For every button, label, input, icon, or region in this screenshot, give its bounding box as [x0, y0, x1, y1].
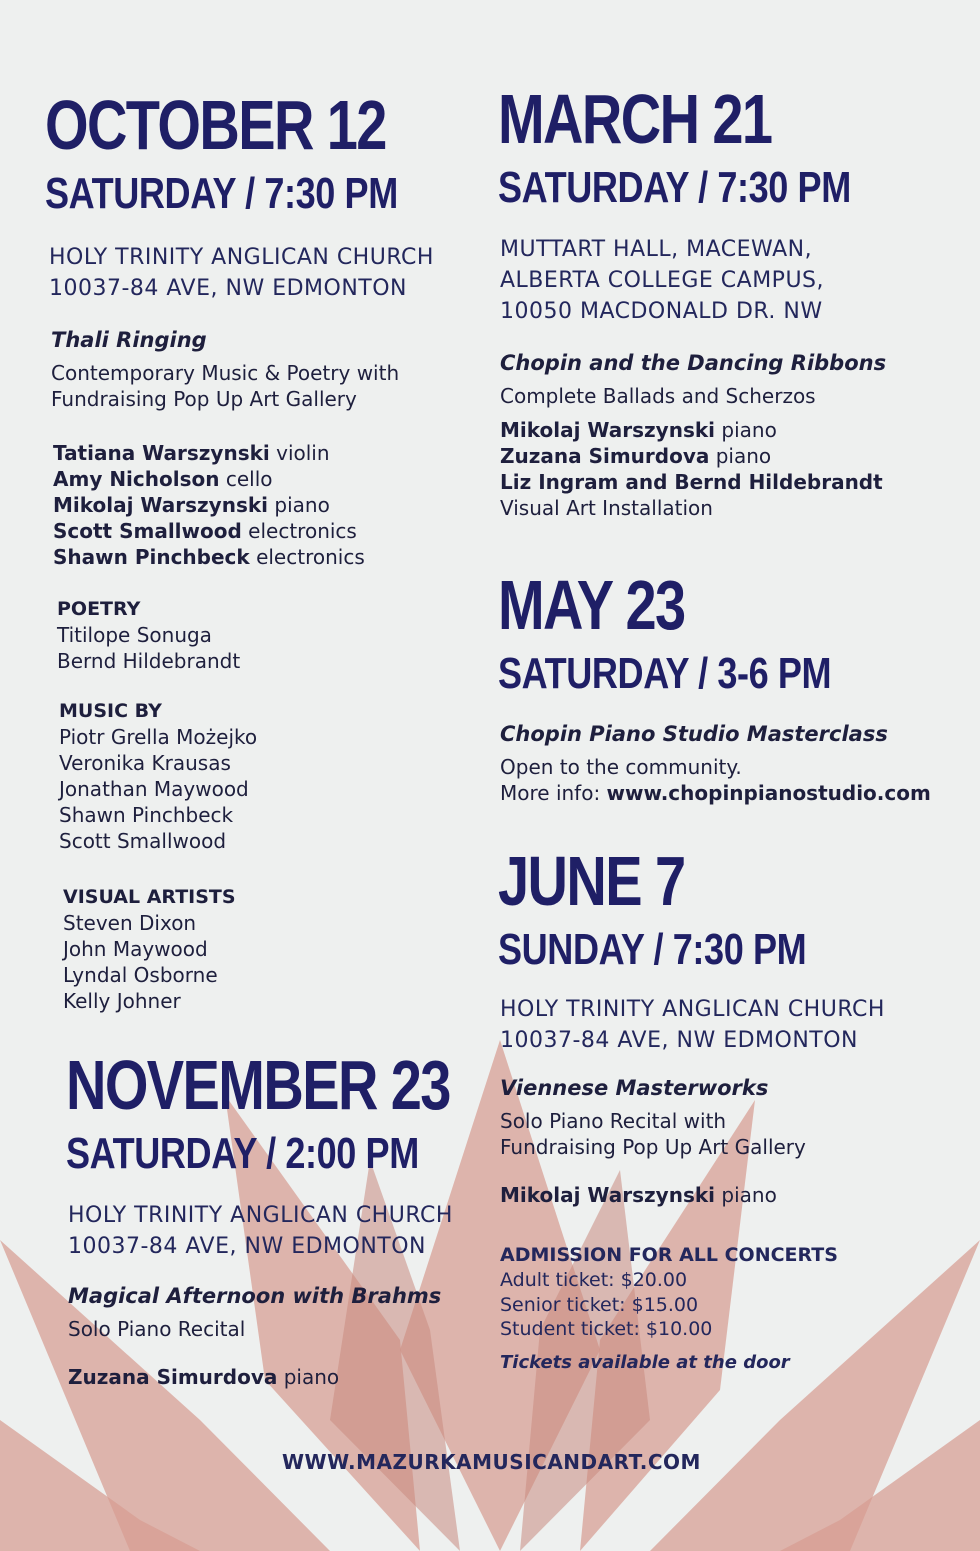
performer-role: piano: [721, 418, 777, 442]
event-date: MARCH 21: [498, 80, 772, 158]
performer-role: electronics: [248, 519, 357, 543]
artist-name: Steven Dixon: [63, 911, 197, 935]
artist-name: Kelly Johner: [63, 989, 181, 1013]
performer-name: Liz Ingram and Bernd Hildebrandt: [500, 470, 883, 494]
event-date: MAY 23: [498, 566, 685, 644]
performer-name: Mikolaj Warszynski: [500, 1183, 716, 1207]
event-november: [66, 1046, 546, 1390]
event-may: [498, 566, 931, 806]
event-march: [498, 80, 928, 521]
venue-line: 10037-84 AVE, NW EDMONTON: [49, 276, 408, 301]
event-description: Open to the community.: [500, 755, 742, 779]
venue-line: HOLY TRINITY ANGLICAN CHURCH: [49, 245, 434, 270]
performer: [53, 492, 475, 518]
music-by-heading: MUSIC BY: [59, 700, 162, 722]
event-description: Complete Ballads and Scherzos: [500, 384, 816, 408]
performer: [68, 1364, 546, 1390]
event-date: JUNE 7: [498, 842, 685, 920]
composer-name: Scott Smallwood: [59, 829, 227, 853]
event-description: Fundraising Pop Up Art Gallery: [51, 387, 357, 411]
event-description: Contemporary Music & Poetry with: [51, 361, 400, 385]
event-date: OCTOBER 12: [45, 86, 386, 164]
poet-name: Titilope Sonuga: [57, 623, 212, 647]
performer-role: piano: [715, 444, 772, 468]
artist-name: John Maywood: [63, 937, 208, 961]
performer: [500, 1182, 885, 1208]
admission-note: Tickets available at the door: [500, 1351, 790, 1373]
event-date: NOVEMBER 23: [66, 1046, 450, 1124]
admission-section: [500, 1242, 838, 1376]
composer-name: Shawn Pinchbeck: [59, 803, 234, 827]
venue-line: MUTTART HALL, MACEWAN,: [500, 237, 813, 262]
event-title: Magical Afternoon with Brahms: [68, 1284, 442, 1308]
event-title: Viennese Masterworks: [500, 1076, 769, 1100]
composer-name: Veronika Krausas: [59, 751, 231, 775]
event-october: [45, 86, 475, 1014]
venue-line: HOLY TRINITY ANGLICAN CHURCH: [68, 1203, 453, 1228]
artist-name: Lyndal Osborne: [63, 963, 218, 987]
visual-artists-heading: VISUAL ARTISTS: [63, 886, 236, 908]
ticket-price: Senior ticket: $15.00: [500, 1293, 699, 1316]
venue-line: 10037-84 AVE, NW EDMONTON: [68, 1234, 427, 1259]
performer-name: Tatiana Warszynski: [53, 441, 270, 465]
event-day-time: SUNDAY / 7:30 PM: [498, 925, 807, 974]
website-link[interactable]: WWW.MAZURKAMUSICANDART.COM: [282, 1450, 701, 1474]
event-description: Fundraising Pop Up Art Gallery: [500, 1135, 806, 1159]
event-day-time: SATURDAY / 7:30 PM: [45, 169, 398, 218]
installation-note: Visual Art Installation: [500, 496, 713, 520]
performer: [53, 544, 475, 570]
event-title: Chopin and the Dancing Ribbons: [500, 351, 887, 375]
more-info-label: More info:: [500, 781, 607, 805]
performer-role: piano: [274, 493, 330, 517]
performer: [500, 469, 928, 495]
more-info-link[interactable]: www.chopinpianostudio.com: [606, 781, 931, 805]
performer-role: electronics: [256, 545, 365, 569]
performer-name: Zuzana Simurdova: [500, 444, 710, 468]
ticket-price: Student ticket: $10.00: [500, 1318, 713, 1340]
venue-line: ALBERTA COLLEGE CAMPUS,: [500, 268, 825, 293]
performer-role: piano: [721, 1183, 777, 1207]
poetry-heading: POETRY: [57, 598, 141, 620]
admission-heading: ADMISSION FOR ALL CONCERTS: [500, 1244, 838, 1266]
event-day-time: SATURDAY / 7:30 PM: [498, 163, 851, 212]
performer-role: cello: [225, 467, 273, 491]
event-description: Solo Piano Recital: [68, 1317, 246, 1341]
performer-name: Scott Smallwood: [53, 519, 242, 543]
composer-name: Piotr Grella Możejko: [59, 725, 258, 749]
event-description: Solo Piano Recital with: [500, 1109, 727, 1133]
venue-line: 10050 MACDONALD DR. NW: [500, 299, 823, 324]
more-info: [500, 780, 931, 806]
performer-role: violin: [276, 441, 330, 465]
event-title: Thali Ringing: [51, 328, 207, 352]
event-day-time: SATURDAY / 3-6 PM: [498, 649, 832, 698]
performer-name: Mikolaj Warszynski: [53, 493, 269, 517]
performer: [53, 518, 475, 544]
performer-name: Mikolaj Warszynski: [500, 418, 716, 442]
performer-name: Shawn Pinchbeck: [53, 545, 250, 569]
composer-name: Jonathan Maywood: [59, 777, 249, 801]
performer-name: Zuzana Simurdova: [68, 1365, 278, 1389]
event-day-time: SATURDAY / 2:00 PM: [66, 1129, 419, 1178]
performer: [53, 466, 475, 492]
event-title: Chopin Piano Studio Masterclass: [500, 722, 888, 746]
performer: [500, 443, 928, 469]
performer: [500, 417, 928, 443]
venue-line: HOLY TRINITY ANGLICAN CHURCH: [500, 997, 885, 1022]
poet-name: Bernd Hildebrandt: [57, 649, 241, 673]
performer: [53, 440, 475, 466]
venue-line: 10037-84 AVE, NW EDMONTON: [500, 1028, 859, 1053]
event-june: [498, 842, 885, 1208]
performer-name: Amy Nicholson: [53, 467, 220, 491]
ticket-price: Adult ticket: $20.00: [500, 1269, 688, 1291]
performer-role: piano: [283, 1365, 340, 1389]
